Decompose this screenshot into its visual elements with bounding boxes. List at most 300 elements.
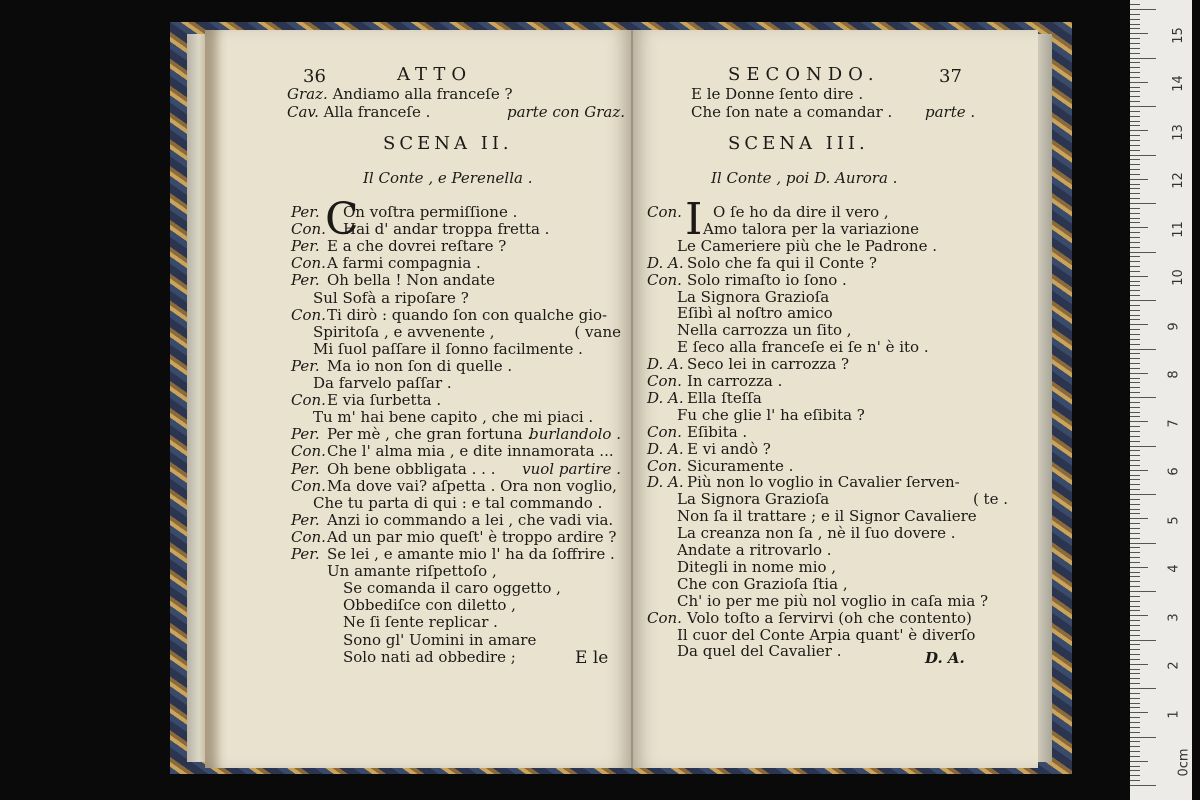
dialogue-line bbox=[291, 204, 517, 221]
stage-direction: vuol partire . bbox=[522, 459, 621, 478]
page-block-edge-right bbox=[1036, 34, 1052, 762]
ruler-tick bbox=[1130, 572, 1140, 573]
speaker-label: D. A. bbox=[647, 355, 684, 374]
speech-line: E le Donne ſento dire . bbox=[691, 85, 864, 103]
ruler-tick bbox=[1130, 654, 1140, 655]
speaker-label: Con. bbox=[291, 476, 326, 495]
ruler-tick bbox=[1130, 547, 1140, 548]
dialogue-text: La Signora Grazioſa bbox=[677, 490, 830, 509]
dialogue-text: Solo che fa qui il Conte ? bbox=[687, 253, 877, 272]
ruler-label: 0cm bbox=[1176, 748, 1192, 777]
dialogue-text: Ma io non ſon di quelle . bbox=[327, 356, 513, 375]
ruler-label: 15 bbox=[1170, 26, 1186, 44]
dialogue-text: Ditegli in nome mio , bbox=[677, 557, 837, 576]
speaker-label: Con. bbox=[291, 254, 326, 273]
ruler-tick bbox=[1130, 392, 1140, 393]
ruler-tick bbox=[1130, 344, 1140, 345]
speech-line: Graz. Andiamo alla franceſe ? bbox=[287, 85, 513, 103]
ruler-tick bbox=[1130, 615, 1148, 616]
ruler-tick bbox=[1130, 761, 1148, 762]
ruler-tick bbox=[1130, 683, 1140, 684]
dialogue-text: Amo talora per la variazione bbox=[703, 219, 920, 238]
ruler-tick bbox=[1130, 349, 1156, 350]
dialogue-line bbox=[647, 610, 972, 627]
dialogue-text: E vi andò ? bbox=[687, 439, 771, 458]
ruler-tick bbox=[1130, 169, 1140, 170]
ruler-tick bbox=[1130, 785, 1156, 786]
ruler-tick bbox=[1130, 247, 1140, 248]
ruler-tick bbox=[1130, 373, 1148, 374]
dialogue-line bbox=[647, 491, 829, 508]
dialogue-line bbox=[291, 546, 615, 563]
page-number: 37 bbox=[939, 66, 962, 87]
ruler-tick bbox=[1130, 426, 1140, 427]
ruler-tick bbox=[1130, 198, 1140, 199]
ruler-tick bbox=[1130, 446, 1156, 447]
speaker-label: Per. bbox=[291, 271, 320, 290]
dialogue-line bbox=[647, 627, 975, 644]
dialogue-text: Anzi io commando a lei , che vadi via. bbox=[327, 510, 614, 529]
ruler-tick bbox=[1130, 712, 1148, 713]
dialogue-text: Sul Sofà a ripoſare ? bbox=[313, 288, 469, 307]
ruler-tick bbox=[1130, 528, 1140, 529]
dialogue-line bbox=[647, 407, 865, 424]
dialogue-line bbox=[291, 495, 602, 512]
dialogue-line bbox=[647, 593, 988, 610]
stage-direction: burlandolo . bbox=[529, 425, 621, 444]
dialogue-line bbox=[291, 478, 617, 495]
ruler-label: 2 bbox=[1166, 661, 1182, 670]
dialogue-line bbox=[291, 443, 614, 460]
dialogue-text: Ch' io per me più nol voglio in caſa mia ? bbox=[677, 591, 989, 610]
ruler-tick bbox=[1130, 145, 1140, 146]
dialogue-text: Che tu parta di qui : e tal commando . bbox=[313, 493, 603, 512]
ruler-tick bbox=[1130, 402, 1140, 403]
ruler-tick bbox=[1130, 489, 1140, 490]
dialogue-text: Volo toſto a ſervirvi (oh che contento) bbox=[687, 608, 972, 627]
dialogue-line bbox=[647, 204, 889, 221]
dialogue-text: Tu m' hai bene capito , che mi piaci . bbox=[313, 408, 594, 427]
scene-title: SCENA III. bbox=[728, 133, 869, 154]
ruler-tick bbox=[1130, 693, 1140, 694]
speaker-label: D. A. bbox=[647, 253, 684, 272]
ruler-tick bbox=[1130, 24, 1140, 25]
ruler-tick bbox=[1130, 72, 1140, 73]
ruler-tick bbox=[1130, 640, 1156, 641]
ruler-tick bbox=[1130, 610, 1140, 611]
ruler-tick bbox=[1130, 479, 1140, 480]
stage-direction: parte . bbox=[925, 103, 976, 121]
dialogue-line bbox=[291, 290, 469, 307]
dialogue-line bbox=[291, 307, 607, 324]
ruler-tick bbox=[1130, 218, 1140, 219]
dialogue-text: E ſeco alla franceſe ei ſe n' è ito . bbox=[677, 338, 929, 357]
dialogue-text: Oh bella ! Non andate bbox=[327, 271, 495, 290]
dialogue-text: Sicuramente . bbox=[687, 456, 794, 475]
dialogue-text: In carrozza . bbox=[687, 372, 783, 390]
dialogue-text: A farmi compagnia . bbox=[327, 254, 481, 273]
ruler-tick bbox=[1130, 261, 1140, 262]
dialogue-line bbox=[291, 426, 532, 443]
ruler-tick bbox=[1130, 412, 1140, 413]
page-block-edge-left bbox=[187, 34, 207, 762]
speaker-label: Con. bbox=[291, 220, 326, 239]
ruler-tick bbox=[1130, 732, 1140, 733]
dialogue-text: Eſibì al noſtro amico bbox=[677, 304, 833, 323]
ruler-tick bbox=[1130, 436, 1140, 437]
ruler-tick bbox=[1130, 295, 1140, 296]
ruler-tick bbox=[1130, 125, 1140, 126]
ruler-tick bbox=[1130, 499, 1140, 500]
ruler-label: 9 bbox=[1166, 321, 1182, 331]
ruler-tick bbox=[1130, 43, 1140, 44]
dialogue-text: Seco lei in carrozza ? bbox=[687, 355, 850, 374]
dialogue-text: Eſibita . bbox=[687, 422, 748, 441]
stage-direction: ( vane bbox=[574, 322, 621, 341]
speaker-label: Per. bbox=[291, 459, 320, 478]
ruler-tick bbox=[1130, 552, 1140, 553]
ruler-tick bbox=[1130, 775, 1140, 776]
ruler-tick bbox=[1130, 678, 1140, 679]
ruler-tick bbox=[1130, 504, 1140, 505]
ruler-tick bbox=[1130, 87, 1140, 88]
ruler-tick bbox=[1130, 213, 1140, 214]
ruler-tick bbox=[1130, 67, 1140, 68]
right-page bbox=[633, 30, 1038, 768]
ruler-label: 12 bbox=[1170, 172, 1186, 189]
speaker-label: Per. bbox=[291, 203, 320, 221]
ruler-tick bbox=[1130, 664, 1148, 665]
ruler-tick bbox=[1130, 407, 1140, 408]
ruler-tick bbox=[1130, 441, 1140, 442]
ruler-tick bbox=[1130, 121, 1140, 122]
ruler-tick bbox=[1130, 155, 1156, 156]
ruler-label: 7 bbox=[1166, 418, 1182, 428]
dialogue-text: Ma dove vai? aſpetta . Ora non voglio, bbox=[327, 476, 617, 495]
ruler-tick bbox=[1130, 19, 1140, 20]
ruler-tick bbox=[1130, 669, 1140, 670]
ruler-tick bbox=[1130, 722, 1140, 723]
ruler-tick bbox=[1130, 737, 1156, 738]
dialogue-line bbox=[647, 643, 842, 660]
ruler-tick bbox=[1130, 106, 1156, 107]
ruler-label: 5 bbox=[1166, 515, 1182, 525]
ruler-tick bbox=[1130, 601, 1140, 602]
ruler-tick bbox=[1130, 576, 1140, 577]
ruler-tick bbox=[1130, 746, 1140, 747]
ruler-tick bbox=[1130, 290, 1140, 291]
ruler-label: 11 bbox=[1170, 220, 1186, 238]
ruler-tick bbox=[1130, 319, 1140, 320]
dialogue-text: Solo rimaſto io ſono . bbox=[687, 270, 847, 289]
ruler-label: 10 bbox=[1170, 269, 1186, 286]
verse-line: Ne ſi ſente replicar . bbox=[343, 613, 498, 632]
ruler-tick bbox=[1130, 324, 1148, 325]
ruler-tick bbox=[1130, 780, 1140, 781]
ruler-tick bbox=[1130, 252, 1156, 253]
running-header: SECONDO. bbox=[728, 64, 880, 85]
page-number: 36 bbox=[303, 66, 326, 87]
ruler-tick bbox=[1130, 62, 1140, 63]
ruler-tick bbox=[1130, 227, 1148, 228]
dialogue-line bbox=[647, 221, 919, 238]
ruler-tick bbox=[1130, 659, 1140, 660]
ruler-tick bbox=[1130, 727, 1140, 728]
ruler-label: 14 bbox=[1170, 75, 1186, 92]
dialogue-text: On voſtra permiſſione . bbox=[343, 203, 518, 221]
dialogue-line bbox=[291, 529, 616, 546]
ruler-tick bbox=[1130, 717, 1140, 718]
dialogue-line bbox=[291, 512, 613, 529]
catchword: D. A. bbox=[925, 649, 965, 667]
ruler-tick bbox=[1130, 368, 1140, 369]
speaker-label: Con. bbox=[647, 456, 682, 475]
ruler-tick bbox=[1130, 77, 1140, 78]
catchword: E le bbox=[575, 648, 609, 668]
dialogue-text: Che l' alma mia , e dite innamorata ... bbox=[327, 442, 614, 461]
ruler-tick bbox=[1130, 557, 1140, 558]
ruler-tick bbox=[1130, 208, 1140, 209]
speaker-label: Con. bbox=[647, 203, 682, 221]
ruler-tick bbox=[1130, 184, 1140, 185]
dialogue-line bbox=[647, 424, 747, 441]
dialogue-text: Il cuor del Conte Arpia quant' è diverſo bbox=[677, 625, 976, 644]
ruler-tick bbox=[1130, 358, 1140, 359]
scene-title: SCENA II. bbox=[383, 133, 513, 154]
ruler-tick bbox=[1130, 53, 1140, 54]
speaker-label: Per. bbox=[291, 356, 320, 375]
ruler-tick bbox=[1130, 416, 1140, 417]
dialogue-text: Ti dirò : quando ſon con qualche gio- bbox=[327, 305, 608, 324]
drop-capital: C bbox=[325, 194, 359, 245]
ruler-tick bbox=[1130, 285, 1140, 286]
ruler-tick bbox=[1130, 649, 1140, 650]
dialogue-line bbox=[291, 324, 495, 341]
dialogue-line bbox=[647, 255, 877, 272]
dialogue-text: O ſe ho da dire il vero , bbox=[713, 203, 889, 221]
dialogue-line bbox=[291, 358, 512, 375]
verse-line: Solo nati ad obbedire ; bbox=[343, 647, 516, 666]
dialogue-line bbox=[647, 542, 832, 559]
ruler-tick bbox=[1130, 271, 1140, 272]
speaker-label: Con. bbox=[647, 422, 682, 441]
ruler-tick bbox=[1130, 101, 1140, 102]
ruler-tick bbox=[1130, 130, 1148, 131]
ruler-tick bbox=[1130, 9, 1156, 10]
ruler-tick bbox=[1130, 538, 1140, 539]
ruler-tick bbox=[1130, 116, 1140, 117]
ruler-tick bbox=[1130, 596, 1140, 597]
speaker-label: Per. bbox=[291, 425, 320, 444]
dialogue-line bbox=[647, 576, 848, 593]
ruler-tick bbox=[1130, 518, 1148, 519]
dialogue-line bbox=[647, 289, 829, 306]
dialogue-text: Le Cameriere più che le Padrone . bbox=[677, 236, 938, 255]
ruler-tick bbox=[1130, 382, 1140, 383]
ruler-label: 3 bbox=[1166, 612, 1182, 622]
stage-direction: ( te . bbox=[972, 490, 1008, 509]
speaker-label: Per. bbox=[291, 237, 320, 256]
speaker-label: Con. bbox=[647, 372, 682, 390]
dialogue-line bbox=[291, 221, 549, 238]
dialogue-line bbox=[647, 339, 929, 356]
ruler-tick bbox=[1130, 688, 1156, 689]
ruler-label: 13 bbox=[1170, 123, 1186, 141]
dialogue-text: Nella carrozza un ſito , bbox=[677, 321, 852, 340]
ruler-tick bbox=[1130, 756, 1140, 757]
dialogue-text: Fu che glie l' ha eſibita ? bbox=[677, 405, 865, 424]
dialogue-text: Da quel del Cavalier . bbox=[677, 642, 842, 661]
ruler-tick bbox=[1130, 625, 1140, 626]
verse-line: Obbediſce con diletto , bbox=[343, 596, 516, 615]
ruler-tick bbox=[1130, 256, 1140, 257]
ruler-tick bbox=[1130, 465, 1140, 466]
dialogue-text: Per mè , che gran fortuna . bbox=[327, 425, 533, 444]
ruler-label: 4 bbox=[1166, 564, 1182, 573]
ruler-tick bbox=[1130, 38, 1140, 39]
dialogue-line bbox=[647, 458, 793, 475]
ruler-tick bbox=[1130, 164, 1140, 165]
ruler-tick bbox=[1130, 523, 1140, 524]
dialogue-line bbox=[647, 356, 849, 373]
ruler-tick bbox=[1130, 378, 1140, 379]
ruler-tick bbox=[1130, 635, 1140, 636]
ruler-tick bbox=[1130, 644, 1140, 645]
ruler-tick bbox=[1130, 58, 1156, 59]
speech-line: Cav. Alla franceſe . bbox=[287, 103, 431, 121]
ruler-tick bbox=[1130, 494, 1156, 495]
ruler-tick bbox=[1130, 174, 1140, 175]
dialogue-text: Andate a ritrovarlo . bbox=[677, 541, 832, 559]
dialogue-text: Se lei , e amante mio l' ha da ſoffrire . bbox=[327, 545, 615, 563]
ruler-tick bbox=[1130, 581, 1140, 582]
speaker-label: Con. bbox=[647, 270, 682, 289]
ruler-tick bbox=[1130, 305, 1140, 306]
ruler-tick bbox=[1130, 397, 1156, 398]
ruler-tick bbox=[1130, 562, 1140, 563]
speech-line: Che ſon nate a comandar . bbox=[691, 103, 893, 121]
ruler-tick bbox=[1130, 266, 1140, 267]
ruler-tick bbox=[1130, 387, 1140, 388]
dialogue-line bbox=[647, 390, 762, 407]
dialogue-text: Che con Grazioſa ſtia , bbox=[677, 574, 848, 593]
running-header: ATTO bbox=[397, 64, 473, 85]
ruler-tick bbox=[1130, 28, 1140, 29]
ruler-tick bbox=[1130, 188, 1140, 189]
ruler-tick bbox=[1130, 591, 1156, 592]
dialogue-text: Ad un par mio queſt' è troppo ardire ? bbox=[327, 527, 617, 546]
ruler-tick bbox=[1130, 329, 1140, 330]
ruler-tick bbox=[1130, 513, 1140, 514]
ruler-label: 6 bbox=[1166, 467, 1182, 476]
speaker-label: D. A. bbox=[647, 473, 684, 492]
speaker-label: Con. bbox=[291, 305, 326, 324]
scene-subtitle: Il Conte , e Perenella . bbox=[363, 169, 533, 187]
ruler-tick bbox=[1130, 334, 1140, 335]
ruler-tick bbox=[1130, 310, 1140, 311]
ruler-tick bbox=[1130, 770, 1140, 771]
ruler-tick bbox=[1130, 82, 1148, 83]
dialogue-line bbox=[647, 525, 956, 542]
ruler-tick bbox=[1130, 673, 1140, 674]
left-page bbox=[205, 30, 633, 768]
ruler-tick bbox=[1130, 421, 1148, 422]
ruler-tick bbox=[1130, 4, 1140, 5]
ruler-tick bbox=[1130, 135, 1140, 136]
verse-line: Sono gl' Uomini in amare bbox=[343, 630, 537, 649]
ruler-tick bbox=[1130, 203, 1156, 204]
ruler-tick bbox=[1130, 193, 1140, 194]
ruler-tick bbox=[1130, 606, 1140, 607]
measurement-ruler bbox=[1130, 0, 1192, 800]
dialogue-text: E via ſurbetta . bbox=[327, 391, 442, 410]
dialogue-text: Mi ſuol paſſare il ſonno facilmente . bbox=[313, 339, 583, 358]
ruler-tick bbox=[1130, 91, 1140, 92]
verse-line: Un amante riſpettoſo , bbox=[327, 562, 497, 581]
dialogue-text: Non ſa il trattare ; e il Signor Cavaliere bbox=[677, 507, 977, 526]
speaker-label: Con. bbox=[291, 391, 326, 410]
ruler-tick bbox=[1130, 111, 1140, 112]
speaker-label: Con. bbox=[647, 608, 682, 627]
ruler-tick bbox=[1130, 179, 1148, 180]
dialogue-line bbox=[647, 559, 836, 576]
dialogue-line bbox=[647, 373, 782, 390]
speaker-label: Con. bbox=[291, 527, 326, 546]
ruler-tick bbox=[1130, 159, 1140, 160]
dialogue-line bbox=[291, 409, 593, 426]
ruler-tick bbox=[1130, 431, 1140, 432]
dialogue-line bbox=[647, 508, 977, 525]
dialogue-line bbox=[291, 461, 495, 478]
ruler-tick bbox=[1130, 543, 1156, 544]
dialogue-line bbox=[291, 238, 506, 255]
speaker-label: D. A. bbox=[647, 388, 684, 407]
ruler-tick bbox=[1130, 222, 1140, 223]
ruler-tick bbox=[1130, 150, 1140, 151]
dialogue-text: Più non lo voglio in Cavalier ſerven- bbox=[687, 473, 960, 492]
speaker-label: Per. bbox=[291, 510, 320, 529]
ruler-tick bbox=[1130, 242, 1140, 243]
ruler-tick bbox=[1130, 475, 1140, 476]
dialogue-line bbox=[647, 272, 847, 289]
ruler-tick bbox=[1130, 281, 1140, 282]
ruler-tick bbox=[1130, 450, 1140, 451]
dialogue-text: Da farvelo paſſar . bbox=[313, 374, 452, 392]
ruler-tick bbox=[1130, 14, 1140, 15]
ruler-tick bbox=[1130, 630, 1140, 631]
ruler-tick bbox=[1130, 586, 1140, 587]
scene-subtitle: Il Conte , poi D. Aurora . bbox=[711, 169, 898, 187]
dialogue-text: Spiritoſa , e avvenente , bbox=[313, 322, 495, 341]
ruler-tick bbox=[1130, 567, 1148, 568]
ruler-tick bbox=[1130, 703, 1140, 704]
dialogue-line bbox=[647, 305, 833, 322]
ruler-tick bbox=[1130, 363, 1140, 364]
ruler-tick bbox=[1130, 339, 1140, 340]
dialogue-line bbox=[647, 322, 852, 339]
ruler-tick bbox=[1130, 96, 1140, 97]
dialogue-text: La creanza non ſa , nè il ſuo dovere . bbox=[677, 524, 956, 543]
ruler-tick bbox=[1130, 484, 1140, 485]
ruler-tick bbox=[1130, 620, 1140, 621]
speaker-label: D. A. bbox=[647, 439, 684, 458]
dialogue-line bbox=[291, 255, 481, 272]
ruler-tick bbox=[1130, 698, 1140, 699]
dialogue-line bbox=[647, 474, 960, 491]
ruler-tick bbox=[1130, 315, 1140, 316]
ruler-tick bbox=[1130, 300, 1156, 301]
ruler-tick bbox=[1130, 509, 1140, 510]
